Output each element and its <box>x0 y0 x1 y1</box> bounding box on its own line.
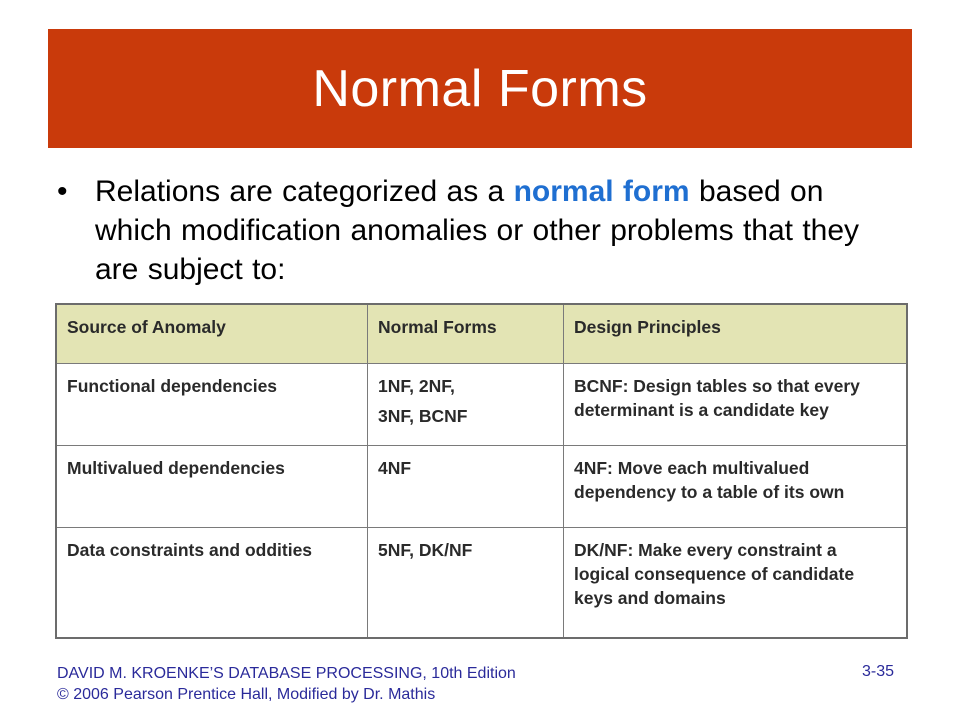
page-number: 3-35 <box>862 663 895 680</box>
footer-line-1: DAVID M. KROENKE’S DATABASE PROCESSING, 10th Edition <box>57 665 516 682</box>
cell-source: Multivalued dependencies <box>57 446 368 528</box>
table-row <box>57 446 906 528</box>
form-line: 5NF, DK/NF <box>378 540 473 560</box>
cell-principle: DK/NF: Make every constraint a logical consequence of candidate keys and domains <box>564 528 907 638</box>
header-principles: Design Principles <box>564 305 907 364</box>
footer-line-2: © 2006 Pearson Prentice Hall, Modified by Dr. Mathis <box>57 686 436 703</box>
footer-credits <box>57 663 516 705</box>
form-line: 4NF <box>378 458 412 478</box>
cell-forms <box>368 446 564 528</box>
bullet-text-before: Relations are categorized as a <box>95 175 514 208</box>
cell-principle: 4NF: Move each multivalued dependency to a table of its own <box>564 446 907 528</box>
bullet-point <box>57 172 907 289</box>
cell-forms <box>368 364 564 446</box>
form-line: 3NF, BCNF <box>378 406 468 426</box>
header-source: Source of Anomaly <box>57 305 368 364</box>
table-row <box>57 528 906 638</box>
cell-source: Data constraints and oddities <box>57 528 368 638</box>
table-row <box>57 364 906 446</box>
cell-forms <box>368 528 564 638</box>
bullet-icon: • <box>57 175 68 208</box>
table <box>57 305 906 637</box>
bullet-text <box>95 172 907 289</box>
bullet-highlight: normal form <box>513 175 690 208</box>
title-bar <box>48 29 912 148</box>
header-forms: Normal Forms <box>368 305 564 364</box>
bullet-text-after: based on which modification anomalies or other problems that they are subject to: <box>95 175 860 286</box>
form-line: 1NF, 2NF, <box>378 376 455 396</box>
cell-source: Functional dependencies <box>57 364 368 446</box>
cell-principle: BCNF: Design tables so that every determinant is a candidate key <box>564 364 907 446</box>
normal-forms-table <box>55 303 908 639</box>
slide-title: Normal Forms <box>312 59 648 118</box>
table-header-row <box>57 305 906 364</box>
